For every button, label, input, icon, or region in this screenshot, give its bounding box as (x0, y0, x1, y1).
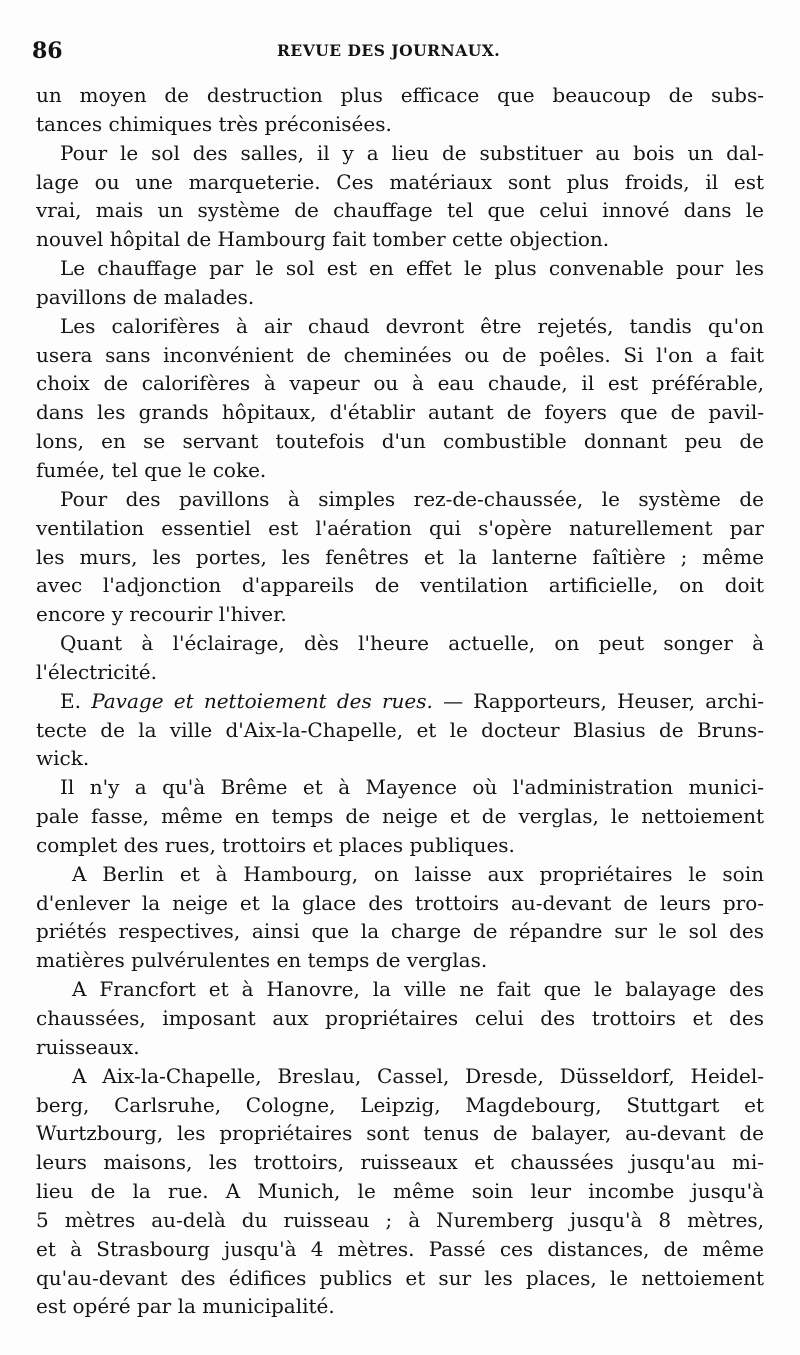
text-line: tances chimiques très préconisées. (36, 111, 392, 136)
text-line: un moyen de destruction plus efficace que beaucoup de subs- (36, 83, 764, 107)
text-line: lons, en se servant toutefois d'un combustible donnant peu de (36, 429, 764, 454)
text-line: usera sans inconvénient de cheminées ou de poêles. Si l'on a fait (36, 342, 764, 367)
text-line: Wurtzbourg, les propriétaires sont tenus de balayer, au-devant de (36, 1121, 764, 1146)
text-line: wick. (36, 746, 90, 771)
text-line: complet des rues, trottoirs et places publiques. (36, 832, 515, 857)
text-line: pale fasse, même en temps de neige et de verglas, le nettoiement (36, 804, 764, 829)
text-line: dans les grands hôpitaux, d'établir autant de foyers que de pavil- (36, 400, 764, 425)
page-header (32, 38, 762, 72)
text-line: est opéré par la municipalité. (36, 1294, 335, 1319)
text-line: A Aix-la-Chapelle, Breslau, Cassel, Dresde, Düsseldorf, Heidel- (72, 1063, 764, 1088)
text-line: leurs maisons, les trottoirs, ruisseaux et chaussées jusqu'au mi- (36, 1150, 764, 1175)
text-line: lage ou une marqueterie. Ces matériaux sont plus froids, il est (36, 169, 764, 194)
page-number: 86 (32, 38, 63, 64)
text-line: et à Strasbourg jusqu'à 4 mètres. Passé ces distances, de même (36, 1236, 764, 1261)
text-line: avec l'adjonction d'appareils de ventilation artificielle, on doit (36, 573, 764, 598)
text-line: pavillons de malades. (36, 284, 255, 309)
text-line: Pour des pavillons à simples rez-de-chaussée, le système de (60, 486, 764, 511)
text-line: Il n'y a qu'à Brême et à Mayence où l'administration munici- (60, 775, 764, 800)
text-line: l'électricité. (36, 659, 157, 684)
text-line: 5 mètres au-delà du ruisseau ; à Nuremberg jusqu'à 8 mètres, (36, 1207, 764, 1232)
text-line: berg, Carlsruhe, Cologne, Leipzig, Magdebourg, Stuttgart et (36, 1092, 764, 1117)
text-line: Le chauffage par le sol est en effet le plus convenable pour les (60, 256, 764, 281)
text-line: A Berlin et à Hambourg, on laisse aux propriétaires le soin (72, 861, 764, 886)
text-line: vrai, mais un système de chauffage tel que celui innové dans le (36, 198, 764, 223)
text-line: d'enlever la neige et la glace des trottoirs au-devant de leurs pro- (36, 890, 764, 915)
italic-section-title: Pavage et nettoiement des rues. (91, 688, 433, 713)
text-line: Quant à l'éclairage, dès l'heure actuelle, on peut songer à (60, 631, 764, 656)
text-line: encore y recourir l'hiver. (36, 602, 287, 627)
text-line: priétés respectives, ainsi que la charge de répandre sur le sol des (36, 919, 764, 944)
text-line: Pour le sol des salles, il y a lieu de substituer au bois un dal- (60, 140, 764, 165)
text-line: fumée, tel que le coke. (36, 457, 267, 482)
text-line: choix de calorifères à vapeur ou à eau chaude, il est préférable, (36, 371, 764, 396)
text-line: tecte de la ville d'Aix-la-Chapelle, et le docteur Blasius de Bruns- (36, 717, 764, 742)
text-line: Les calorifères à air chaud devront être rejetés, tandis qu'on (60, 313, 764, 338)
text-line: nouvel hôpital de Hambourg fait tomber cette objection. (36, 227, 610, 252)
text-line: qu'au-devant des édifices publics et sur les places, le nettoiement (36, 1265, 764, 1290)
text-line: ruisseaux. (36, 1034, 140, 1059)
text-line: les murs, les portes, les fenêtres et la lanterne faîtière ; même (36, 544, 764, 569)
text-line: A Francfort et à Hanovre, la ville ne fait que le balayage des (72, 977, 764, 1002)
text-line: ventilation essentiel est l'aération qui s'opère naturellement par (36, 515, 764, 540)
body-text (36, 81, 764, 1321)
running-head: REVUE DES JOURNAUX. (277, 41, 501, 60)
text-line: E. Pavage et nettoiement des rues. — Rapporteurs, Heuser, archi- (60, 688, 764, 713)
text-line: lieu de la rue. A Munich, le même soin leur incombe jusqu'à (36, 1179, 764, 1204)
text-line: chaussées, imposant aux propriétaires celui des trottoirs et des (36, 1006, 764, 1030)
text-line: matières pulvérulentes en temps de verglas. (36, 948, 488, 973)
